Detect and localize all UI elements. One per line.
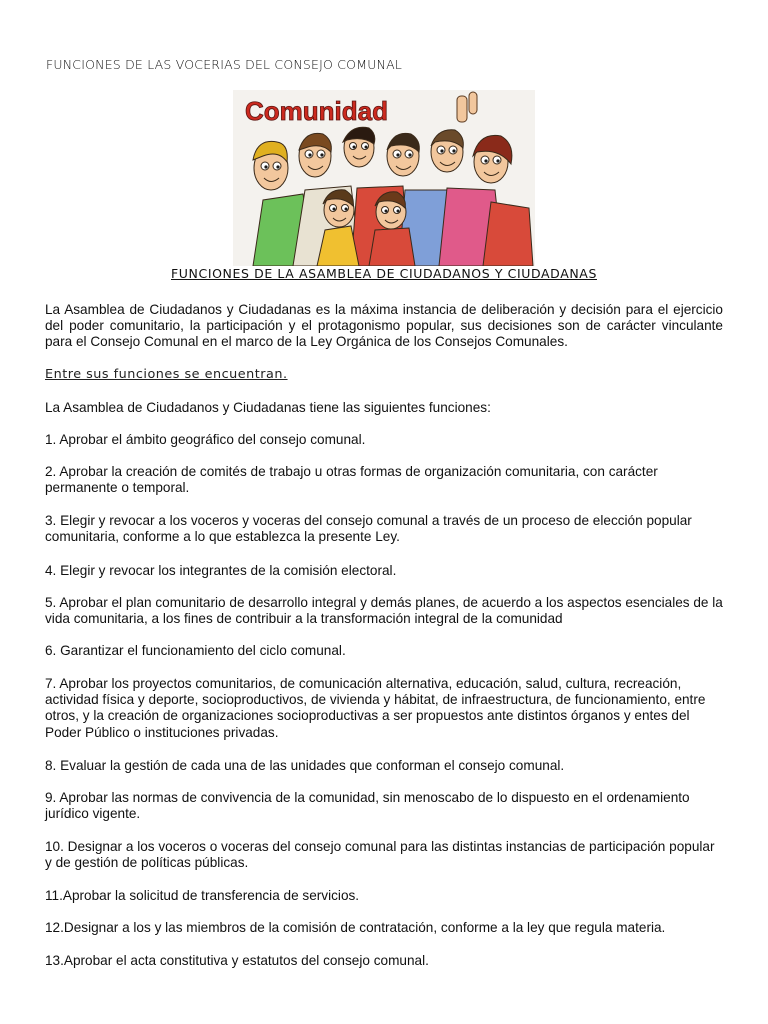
function-item-8: 8. Evaluar la gestión de cada una de las unidades que conforman el consejo comunal.	[45, 758, 565, 773]
function-item-10: 10. Designar a los voceros o voceras del consejo comunal para las distintas instancias de participación popular y de gestión de políticas públicas.	[45, 839, 715, 871]
function-item-1: 1. Aprobar el ámbito geográfico del consejo comunal.	[45, 432, 366, 447]
functions-lead: La Asamblea de Ciudadanos y Ciudadanas tiene las siguientes funciones:	[45, 400, 491, 415]
function-item-12: 12.Designar a los y las miembros de la comisión de contratación, conforme a la ley que regula materia.	[45, 920, 666, 935]
illustration-caption: Comunidad	[245, 96, 388, 126]
function-item-2: 2. Aprobar la creación de comités de trabajo u otras formas de organización comunitaria, con carácter permanente o temporal.	[45, 464, 658, 496]
function-item-5: 5. Aprobar el plan comunitario de desarrollo integral y demás planes, de acuerdo a los aspectos esenciales de la vida comunitaria, a los fines de contribuir a la transformación integral de la comunidad	[45, 595, 723, 627]
functions-subheading: Entre sus funciones se encuentran.	[45, 367, 288, 382]
function-item-4: 4. Elegir y revocar los integrantes de la comisión electoral.	[45, 563, 397, 578]
section-heading: FUNCIONES DE LA ASAMBLEA DE CIUDADANOS Y CIUDADANAS	[171, 266, 597, 281]
function-item-9: 9. Aprobar las normas de convivencia de la comunidad, sin menoscabo de lo dispuesto en el ordenamiento jurídico vigente.	[45, 790, 690, 822]
community-illustration	[233, 90, 535, 266]
intro-paragraph: La Asamblea de Ciudadanos y Ciudadanas es la máxima instancia de deliberación y decisión para el ejercicio del poder comunitario, la participación y el protagonismo popular, sus decisiones son de carácter vinculante para el Consejo Comunal en el marco de la Ley Orgánica de los Consejos Comunales.	[45, 302, 723, 350]
function-item-3: 3. Elegir y revocar a los voceros y voceras del consejo comunal a través de un proceso de elección popular comunitaria, conforme a lo que establezca la presente Ley.	[45, 513, 692, 545]
function-item-7: 7. Aprobar los proyectos comunitarios, de comunicación alternativa, educación, salud, cultura, recreación, actividad física y deporte, socioproductivos, de vivienda y hábitat, de infraestructura, de funcionamiento, entre otros, y la creación de organizaciones socioproductivas a ser propuestos ante distintos órganos y entes del Poder Público o instituciones privadas.	[45, 676, 706, 740]
function-item-11: 11.Aprobar la solicitud de transferencia de servicios.	[45, 888, 360, 903]
function-item-6: 6. Garantizar el funcionamiento del ciclo comunal.	[45, 643, 346, 658]
document-title: FUNCIONES DE LAS VOCERIAS DEL CONSEJO COMUNAL	[46, 57, 403, 72]
function-item-13: 13.Aprobar el acta constitutiva y estatutos del consejo comunal.	[45, 953, 429, 968]
